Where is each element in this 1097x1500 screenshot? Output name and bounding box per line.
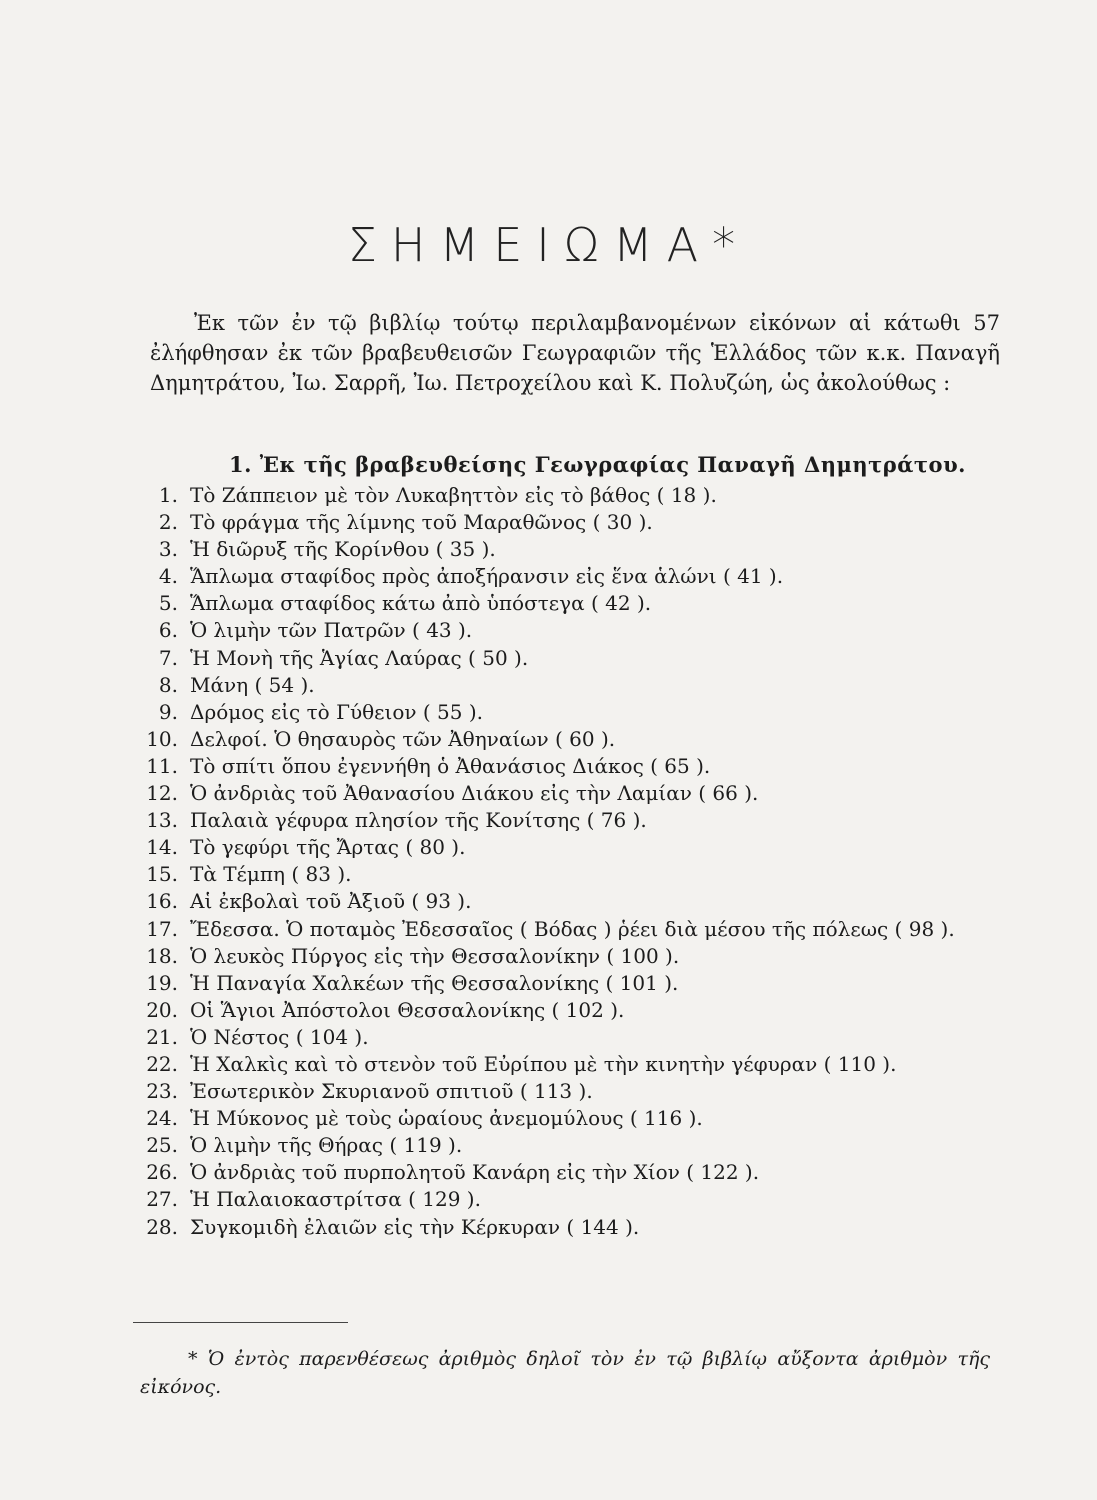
- item-number: 23.: [146, 1079, 178, 1104]
- list-item: [128, 617, 1058, 644]
- item-number: 25.: [146, 1133, 178, 1158]
- item-number: 11.: [146, 753, 178, 778]
- item-number: 13.: [146, 808, 178, 833]
- list-item: [128, 536, 1058, 563]
- item-number: 4.: [158, 564, 178, 589]
- item-text: Δελφοί. Ὁ θησαυρὸς τῶν Ἀθηναίων ( 60 ).: [190, 726, 616, 751]
- item-text: Ἅπλωμα σταφίδος πρὸς ἀποξήρανσιν εἰς ἕνα ἁλώνι ( 41 ).: [190, 564, 784, 589]
- item-number: 7.: [158, 645, 178, 670]
- item-text: Οἱ Ἅγιοι Ἀπόστολοι Θεσσαλονίκης ( 102 ).: [190, 997, 625, 1022]
- item-number: 16.: [146, 889, 178, 914]
- item-number: 26.: [146, 1160, 178, 1185]
- item-text: Τὸ Ζάππειον μὲ τὸν Λυκαβηττὸν εἰς τὸ βάθος ( 18 ).: [190, 483, 717, 507]
- item-number: 10.: [146, 726, 178, 751]
- item-text: Τὸ γεφύρι τῆς Ἄρτας ( 80 ).: [190, 835, 466, 860]
- list-item: [128, 509, 1058, 536]
- item-text: Ἐσωτερικὸν Σκυριανοῦ σπιτιοῦ ( 113 ).: [190, 1079, 593, 1104]
- item-number: 24.: [146, 1106, 178, 1131]
- item-text: Ὁ ἀνδριὰς τοῦ πυρπολητοῦ Κανάρη εἰς τὴν Χίον ( 122 ).: [190, 1160, 760, 1185]
- item-number: 21.: [146, 1024, 178, 1049]
- list-item: [128, 1186, 1058, 1213]
- item-text: Ὁ λιμὴν τῶν Πατρῶν ( 43 ).: [190, 618, 473, 643]
- item-number: 12.: [146, 781, 178, 806]
- item-number: 22.: [146, 1051, 178, 1076]
- list-item: [128, 1078, 1058, 1105]
- item-text: Ἅπλωμα σταφίδος κάτω ἀπὸ ὑπόστεγα ( 42 ).: [190, 591, 652, 616]
- item-text: Δρόμος εἰς τὸ Γύθειον ( 55 ).: [190, 699, 484, 724]
- item-text: Ὁ Νέστος ( 104 ).: [190, 1024, 369, 1049]
- item-text: Ὁ λιμὴν τῆς Θήρας ( 119 ).: [190, 1133, 463, 1158]
- image-list: [128, 482, 1058, 1241]
- item-text: Τὸ φράγμα τῆς λίμνης τοῦ Μαραθῶνος ( 30 ).: [190, 510, 653, 535]
- footnote-divider: [133, 1322, 348, 1323]
- item-number: 19.: [146, 970, 178, 995]
- list-item: [128, 888, 1058, 915]
- list-item: [128, 1214, 1058, 1241]
- item-text: Ἡ Χαλκὶς καὶ τὸ στενὸν τοῦ Εὐρίπου μὲ τὴν κινητὴν γέφυραν ( 110 ).: [190, 1051, 897, 1076]
- list-item: [128, 753, 1058, 780]
- list-item: [128, 726, 1058, 753]
- list-item: [128, 807, 1058, 834]
- item-number: 18.: [146, 943, 178, 968]
- item-text: Ὁ ἀνδριὰς τοῦ Ἀθανασίου Διάκου εἰς τὴν Λαμίαν ( 66 ).: [190, 781, 759, 806]
- list-item: [128, 997, 1058, 1024]
- item-number: 8.: [158, 672, 178, 697]
- list-item: [128, 1024, 1058, 1051]
- list-item: [128, 590, 1058, 617]
- item-number: 15.: [146, 862, 178, 887]
- footnote: * Ὁ ἐντὸς παρενθέσεως ἀριθμὸς δηλοῖ τὸν ἐν τῷ βιβλίῳ αὔξοντα ἀριθμὸν τῆς εἰκόνος.: [140, 1348, 990, 1398]
- list-item: [128, 1105, 1058, 1132]
- item-number: 9.: [158, 699, 178, 724]
- item-number: 28.: [146, 1214, 178, 1239]
- list-item: [128, 780, 1058, 807]
- item-text: Ἡ Παλαιοκαστρίτσα ( 129 ).: [190, 1187, 481, 1212]
- item-number: 1.: [158, 483, 178, 507]
- item-number: 27.: [146, 1187, 178, 1212]
- list-item: [128, 1132, 1058, 1159]
- item-number: 3.: [158, 537, 178, 562]
- item-text: Ὁ λευκὸς Πύργος εἰς τὴν Θεσσαλονίκην ( 100 ).: [190, 943, 680, 968]
- item-text: Ἔδεσσα. Ὁ ποταμὸς Ἐδεσσαῖος ( Βόδας ) ῥέει διὰ μέσου τῆς πόλεως ( 98 ).: [190, 916, 955, 941]
- item-text: Ἡ Μύκονος μὲ τοὺς ὡραίους ἀνεμομύλους ( 116 ).: [190, 1106, 703, 1131]
- item-text: Ἡ Παναγία Χαλκέων τῆς Θεσσαλονίκης ( 101 ).: [190, 970, 679, 995]
- list-item: [128, 1051, 1058, 1078]
- item-text: Ἡ Μονὴ τῆς Ἁγίας Λαύρας ( 50 ).: [190, 645, 529, 670]
- item-text: Συγκομιδὴ ἐλαιῶν εἰς τὴν Κέρκυραν ( 144 ).: [190, 1214, 640, 1239]
- item-text: Ἡ διῶρυξ τῆς Κορίνθου ( 35 ).: [190, 537, 496, 562]
- list-item: [128, 916, 1058, 943]
- list-item: [128, 672, 1058, 699]
- item-number: 14.: [146, 835, 178, 860]
- item-text: Τὰ Τέμπη ( 83 ).: [190, 862, 352, 887]
- item-number: 17.: [146, 916, 178, 941]
- list-item: [128, 943, 1058, 970]
- item-text: Τὸ σπίτι ὅπου ἐγεννήθη ὁ Ἀθανάσιος Διάκος ( 65 ).: [190, 753, 711, 778]
- section-heading: 1. Ἐκ τῆς βραβευθείσης Γεωγραφίας Παναγῆ Δημητράτου.: [229, 452, 966, 477]
- list-item: [128, 645, 1058, 672]
- list-item: [128, 1159, 1058, 1186]
- page-title: ΣΗΜΕΙΩΜΑ*: [347, 218, 750, 272]
- item-text: Αἱ ἐκβολαὶ τοῦ Ἀξιοῦ ( 93 ).: [190, 889, 472, 914]
- item-text: Μάνη ( 54 ).: [190, 672, 315, 697]
- item-number: 6.: [158, 618, 178, 643]
- intro-paragraph: Ἐκ τῶν ἐν τῷ βιβλίῳ τούτῳ περιλαμβανομένων εἰκόνων αἱ κάτωθι 57 ἐλήφθησαν ἐκ τῶν βραβευθεισῶν Γεωγραφιῶν τῆς Ἑλλάδος τῶν κ.κ. Παναγῆ Δημητράτου, Ἰω. Σαρρῆ, Ἰω. Πετροχείλου καὶ Κ. Πολυζώη, ὡς ἀκολούθως :: [150, 311, 1000, 395]
- item-number: 2.: [158, 510, 178, 535]
- list-item: [128, 970, 1058, 997]
- list-item: [128, 834, 1058, 861]
- list-item: [128, 861, 1058, 888]
- list-item: [128, 563, 1058, 590]
- item-number: 5.: [158, 591, 178, 616]
- list-item: [128, 699, 1058, 726]
- item-text: Παλαιὰ γέφυρα πλησίον τῆς Κονίτσης ( 76 ).: [190, 808, 647, 833]
- list-item: [128, 482, 1058, 509]
- item-number: 20.: [146, 997, 178, 1022]
